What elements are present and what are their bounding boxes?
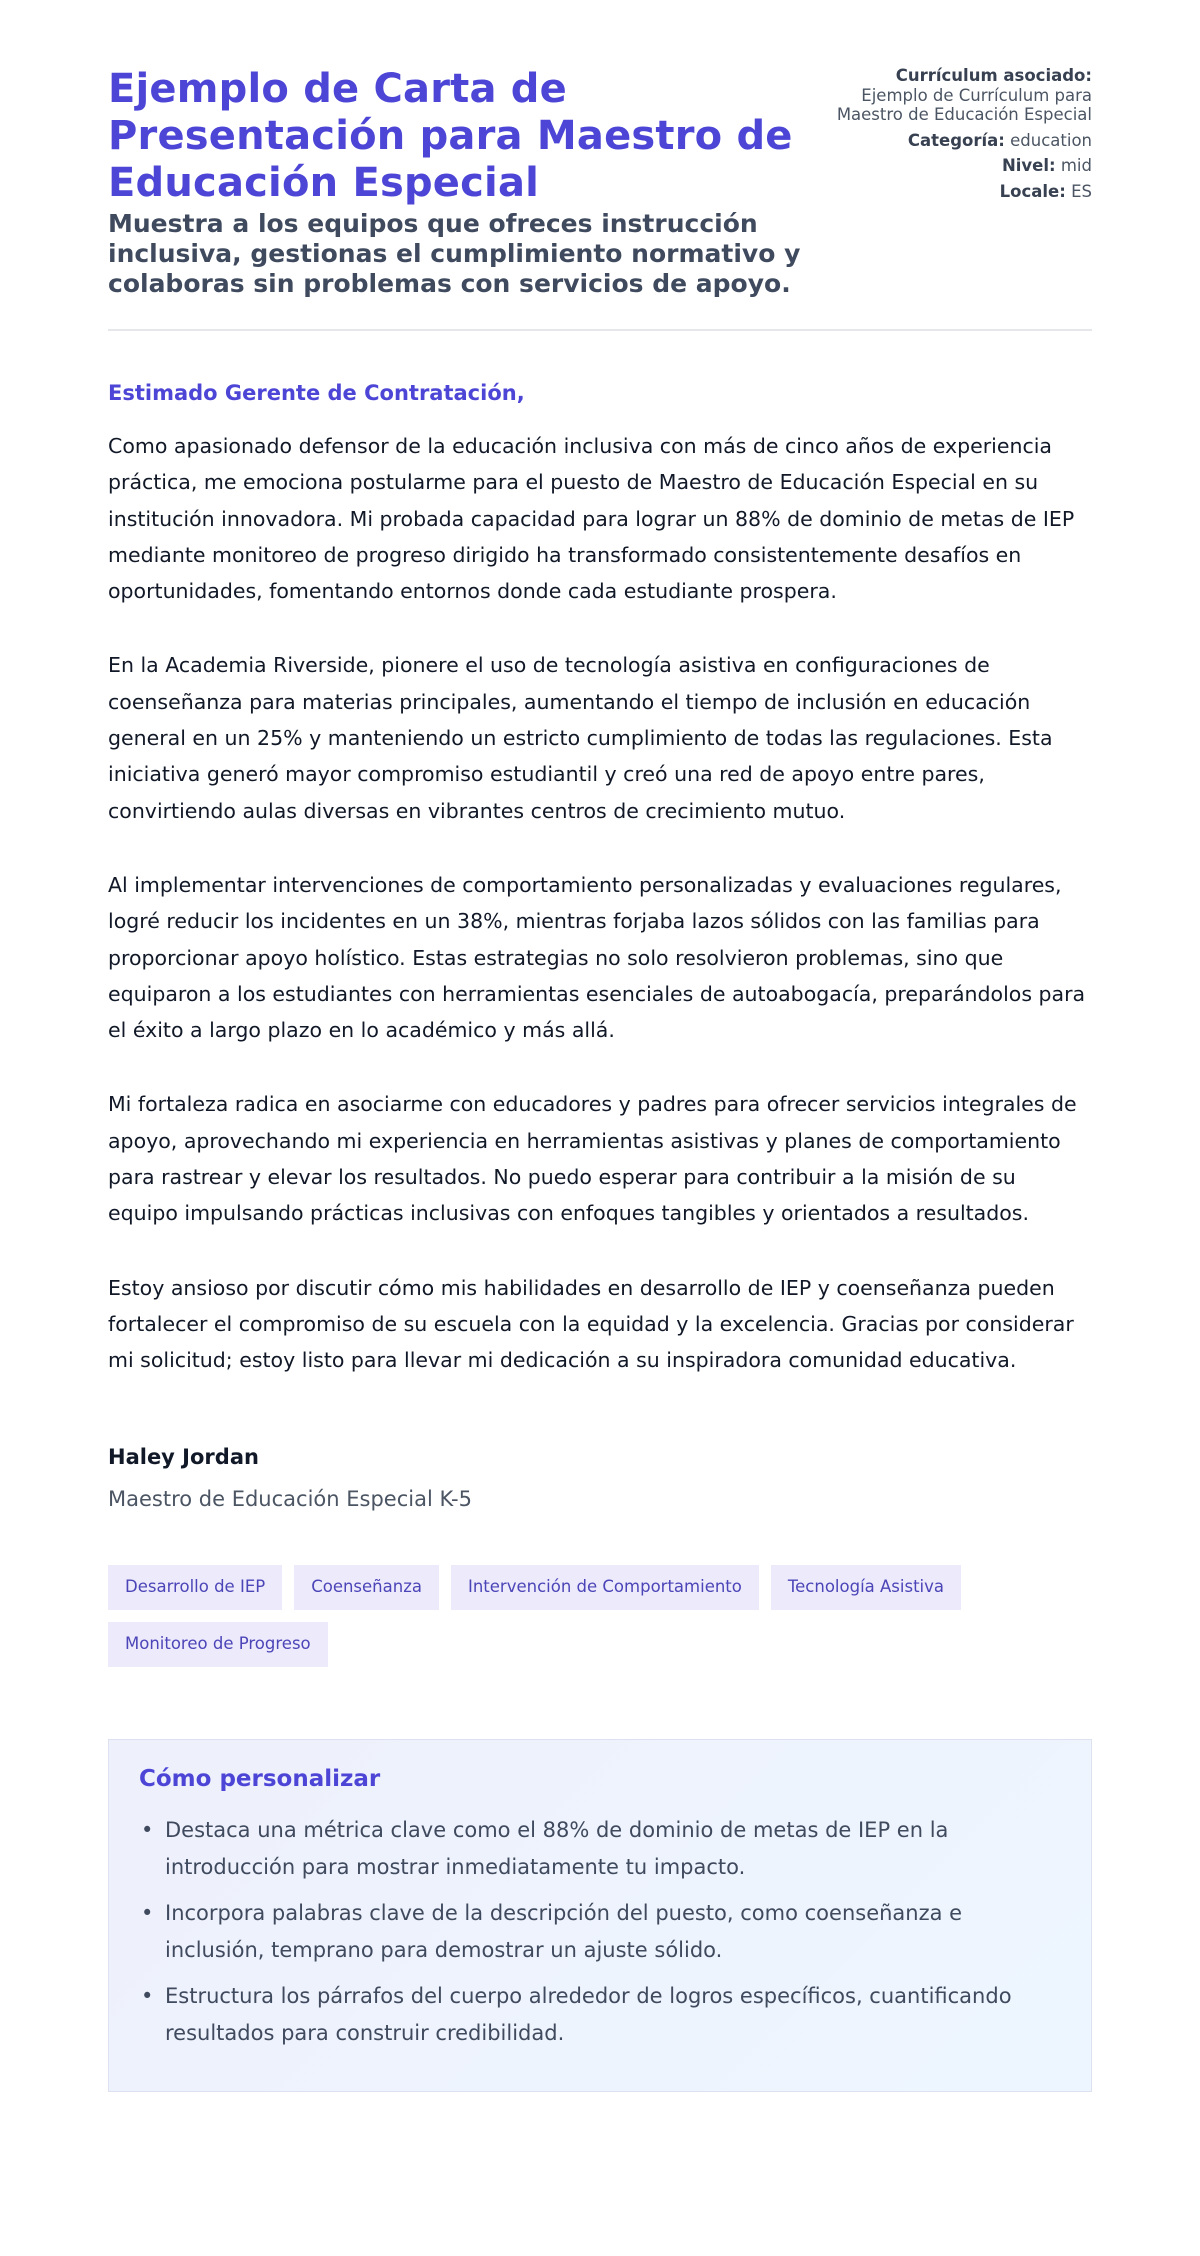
meta-category-label: Categoría:	[907, 130, 1005, 150]
tips-title: Cómo personalizar	[139, 1765, 381, 1792]
meta-level-value: mid	[1060, 156, 1092, 175]
meta-category-value: education	[1010, 130, 1092, 150]
tag-co-teaching[interactable]: Coenseñanza	[294, 1565, 439, 1610]
meta-locale-label: Locale:	[999, 181, 1066, 201]
meta-category	[822, 131, 1092, 151]
letter-paragraph: En la Academia Riverside, pionere el uso de tecnología asistiva en configuraciones de coenseñanza para materias principales, aumentando el tiempo de inclusión en educación general en un 25% y manteniendo un estricto cumplimiento de todas las regulaciones. Esta iniciativa generó mayor compromiso estudiantil y creó una red de apoyo entre pares, convirtiendo aulas diversas en vibrantes centros de crecimiento mutuo.	[108, 653, 1053, 823]
page-subtitle: Muestra a los equipos que ofreces instrucción inclusiva, gestionas el cumplimiento normativo y colaboras sin problemas con servicios de apoyo.	[108, 209, 801, 298]
tip-text: Destaca una métrica clave como el 88% de dominio de metas de IEP en la introducción para mostrar inmediatamente tu impacto.	[165, 1817, 949, 1880]
signature-name: Haley Jordan	[108, 1444, 259, 1469]
page-title: Ejemplo de Carta de Presentación para Maestro de Educación Especial	[108, 66, 793, 206]
letter-paragraph: Mi fortaleza radica en asociarme con educadores y padres para ofrecer servicios integrales de apoyo, aprovechando mi experiencia en herramientas asistivas y planes de comportamiento para rastrear y elevar los resultados. No puedo esperar para contribuir a la misión de su equipo impulsando prácticas inclusivas con enfoques tangibles y orientados a resultados.	[108, 1092, 1077, 1226]
tag-progress-monitoring[interactable]: Monitoreo de Progreso	[108, 1622, 328, 1667]
letter-paragraph: Al implementar intervenciones de comportamiento personalizadas y evaluaciones regulares, logré reducir los incidentes en un 38%, mientras forjaba lazos sólidos con las familias para proporcionar apoyo holístico. Estas estrategias no solo resolvieron problemas, sino que equiparon a los estudiantes con herramientas esenciales de autoabogacía, preparándolos para el éxito a largo plazo en lo académico y más allá.	[108, 872, 1086, 1043]
salutation: Estimado Gerente de Contratación,	[108, 381, 525, 405]
meta-level	[822, 156, 1092, 176]
meta-resume-label: Currículum asociado:	[895, 66, 1092, 85]
letter-paragraphs	[108, 428, 1092, 1379]
letter-paragraph: Estoy ansioso por discutir cómo mis habilidades en desarrollo de IEP y coenseñanza pueden fortalecer el compromiso de su escuela con la equidad y la excelencia. Gracias por considerar mi solicitud; estoy listo para llevar mi dedicación a su inspiradora comunidad educativa.	[108, 1275, 1074, 1373]
meta-level-label: Nivel:	[1001, 156, 1056, 175]
page-header	[108, 0, 1092, 331]
customization-tips-box	[108, 1739, 1092, 2092]
tip-text: Incorpora palabras clave de la descripción del puesto, como coenseñanza e inclusión, temprano para demostrar un ajuste sólido.	[165, 1900, 963, 1963]
cover-letter-page	[108, 0, 1092, 2092]
metadata-panel	[822, 66, 1092, 207]
tip-item	[141, 1978, 1061, 2053]
meta-resume	[822, 66, 1092, 125]
tip-item	[141, 1895, 1061, 1970]
title-block	[108, 66, 828, 299]
tag-assistive-technology[interactable]: Tecnología Asistiva	[771, 1565, 961, 1610]
meta-resume-link[interactable]: Ejemplo de Currículum para Maestro de Educación Especial	[836, 85, 1092, 124]
meta-locale	[822, 182, 1092, 202]
skill-tags	[108, 1565, 1008, 1667]
tag-behavior-intervention[interactable]: Intervención de Comportamiento	[451, 1565, 759, 1610]
bullet-icon: •	[141, 1900, 154, 1925]
signature-title: Maestro de Educación Especial K-5	[108, 1486, 472, 1511]
meta-locale-value: ES	[1071, 181, 1092, 201]
letter-paragraph: Como apasionado defensor de la educación inclusiva con más de cinco años de experiencia práctica, me emociona postularme para el puesto de Maestro de Educación Especial en su institución innovadora. Mi probada capacidad para lograr un 88% de dominio de metas de IEP mediante monitoreo de progreso dirigido ha transformado consistentemente desafíos en oportunidades, fomentando entornos donde cada estudiante prospera.	[108, 434, 1075, 604]
tip-text: Estructura los párrafos del cuerpo alrededor de logros específicos, cuantificando resultados para construir credibilidad.	[165, 1983, 1012, 2046]
letter-body	[108, 379, 1092, 1513]
tips-list	[139, 1812, 1061, 2053]
tag-iep-development[interactable]: Desarrollo de IEP	[108, 1565, 282, 1610]
bullet-icon: •	[141, 1817, 154, 1842]
signature	[108, 1443, 1092, 1513]
tip-item	[141, 1812, 1061, 1887]
bullet-icon: •	[141, 1983, 154, 2008]
